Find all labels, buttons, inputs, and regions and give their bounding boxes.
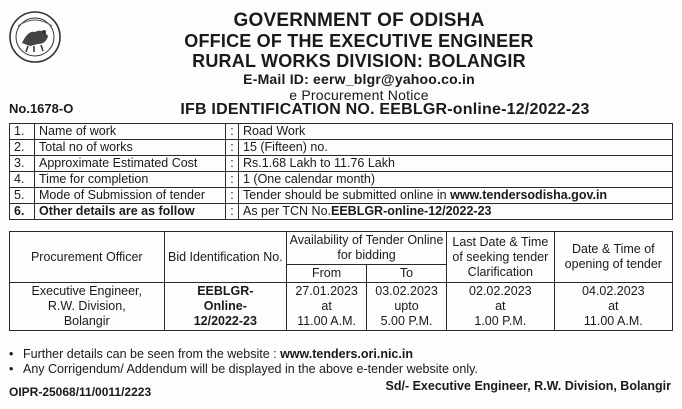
header-from: From <box>287 265 367 283</box>
table-row <box>10 204 673 220</box>
header-email: E-Mail ID: eerw_blgr@yahoo.co.in <box>243 71 475 87</box>
row-number: 3. <box>10 156 35 172</box>
reference-number: No.1678-O <box>9 101 74 116</box>
to-cell <box>367 283 447 331</box>
header-office: OFFICE OF THE EXECUTIVE ENGINEER <box>184 31 534 51</box>
note-text: Further details can be seen from the website : <box>23 347 281 361</box>
header-notice-title: e Procurement Notice <box>289 87 429 103</box>
work-details-table <box>9 123 673 220</box>
tenders-website-link[interactable]: www.tenders.ori.nic.in <box>280 347 413 361</box>
separator: : <box>226 156 239 172</box>
list-item <box>9 362 478 377</box>
opening-cell <box>554 283 672 331</box>
separator: : <box>226 204 239 220</box>
table-row <box>10 124 673 140</box>
detail-value: Rs.1.68 Lakh to 11.76 Lakh <box>239 156 673 172</box>
last-date-line: 02.02.2023 <box>469 284 532 298</box>
header-government: GOVERNMENT OF ODISHA <box>233 10 485 31</box>
notes-list <box>9 347 478 377</box>
row-number: 6. <box>10 204 35 220</box>
header-to: To <box>367 265 447 283</box>
officer-cell <box>10 283 165 331</box>
opening-line: at <box>608 299 619 313</box>
row-number: 2. <box>10 140 35 156</box>
header-opening-date: Date & Time of opening of tender <box>554 232 672 283</box>
tender-website-link[interactable]: www.tendersodisha.gov.in <box>450 188 608 202</box>
detail-value-text: Tender should be submitted online in <box>243 188 451 202</box>
detail-label: Approximate Estimated Cost <box>35 156 226 172</box>
to-line: upto <box>394 299 419 313</box>
detail-value: 1 (One calendar month) <box>239 172 673 188</box>
ifb-identification: IFB IDENTIFICATION NO. EEBLGR-online-12/2022-23 <box>180 101 590 118</box>
last-date-cell <box>447 283 555 331</box>
separator: : <box>226 124 239 140</box>
detail-label: Other details are as follow <box>35 204 226 220</box>
bid-id-line: 12/2022-23 <box>193 314 257 328</box>
detail-label: Total no of works <box>35 140 226 156</box>
separator: : <box>226 172 239 188</box>
bid-id-line: Online- <box>203 299 247 313</box>
bid-id-cell <box>164 283 287 331</box>
oipr-number: OIPR-25068/11/0011/2223 <box>9 385 152 399</box>
header-bid-identification: Bid Identification No. <box>164 232 287 283</box>
to-line: 03.02.2023 <box>375 284 438 298</box>
signature: Sd/- Executive Engineer, R.W. Division, Bolangir <box>385 379 671 393</box>
detail-label: Time for completion <box>35 172 226 188</box>
separator: : <box>226 140 239 156</box>
tcn-number: EEBLGR-online-12/2022-23 <box>331 204 492 218</box>
table-row <box>10 140 673 156</box>
separator: : <box>226 188 239 204</box>
officer-line: Executive Engineer, <box>31 284 143 298</box>
header-division: RURAL WORKS DIVISION: BOLANGIR <box>192 51 526 71</box>
detail-value-text: As per TCN No. <box>243 204 331 218</box>
from-line: 27.01.2023 <box>295 284 358 298</box>
row-number: 4. <box>10 172 35 188</box>
header-procurement-officer: Procurement Officer <box>10 232 165 283</box>
row-number: 5. <box>10 188 35 204</box>
bullet-icon: • <box>9 362 14 376</box>
opening-line: 04.02.2023 <box>582 284 645 298</box>
table-header-row <box>10 232 673 265</box>
table-row <box>10 156 673 172</box>
table-row <box>10 172 673 188</box>
detail-value <box>239 204 673 220</box>
from-line: at <box>321 299 332 313</box>
officer-line: R.W. Division, <box>47 299 126 313</box>
detail-value: 15 (Fifteen) no. <box>239 140 673 156</box>
table-row <box>10 283 673 331</box>
bid-id-line: EEBLGR- <box>197 284 254 298</box>
list-item <box>9 347 478 362</box>
row-number: 1. <box>10 124 35 140</box>
last-date-line: 1.00 P.M. <box>474 314 527 328</box>
header-last-date: Last Date & Time of seeking tender Clarification <box>447 232 555 283</box>
detail-value: Road Work <box>239 124 673 140</box>
opening-line: 11.00 A.M. <box>583 314 643 328</box>
from-cell <box>287 283 367 331</box>
note-text: Any Corrigendum/ Addendum will be displayed in the above e-tender website only. <box>23 362 478 376</box>
detail-value <box>239 188 673 204</box>
officer-line: Bolangir <box>63 314 110 328</box>
detail-label: Name of work <box>35 124 226 140</box>
bullet-icon: • <box>9 347 14 361</box>
to-line: 5.00 P.M. <box>380 314 433 328</box>
from-line: 11.00 A.M. <box>297 314 357 328</box>
detail-label: Mode of Submission of tender <box>35 188 226 204</box>
last-date-line: at <box>495 299 506 313</box>
schedule-table <box>9 231 673 331</box>
table-row <box>10 188 673 204</box>
header-availability: Availability of Tender Online for bidding <box>287 232 447 265</box>
